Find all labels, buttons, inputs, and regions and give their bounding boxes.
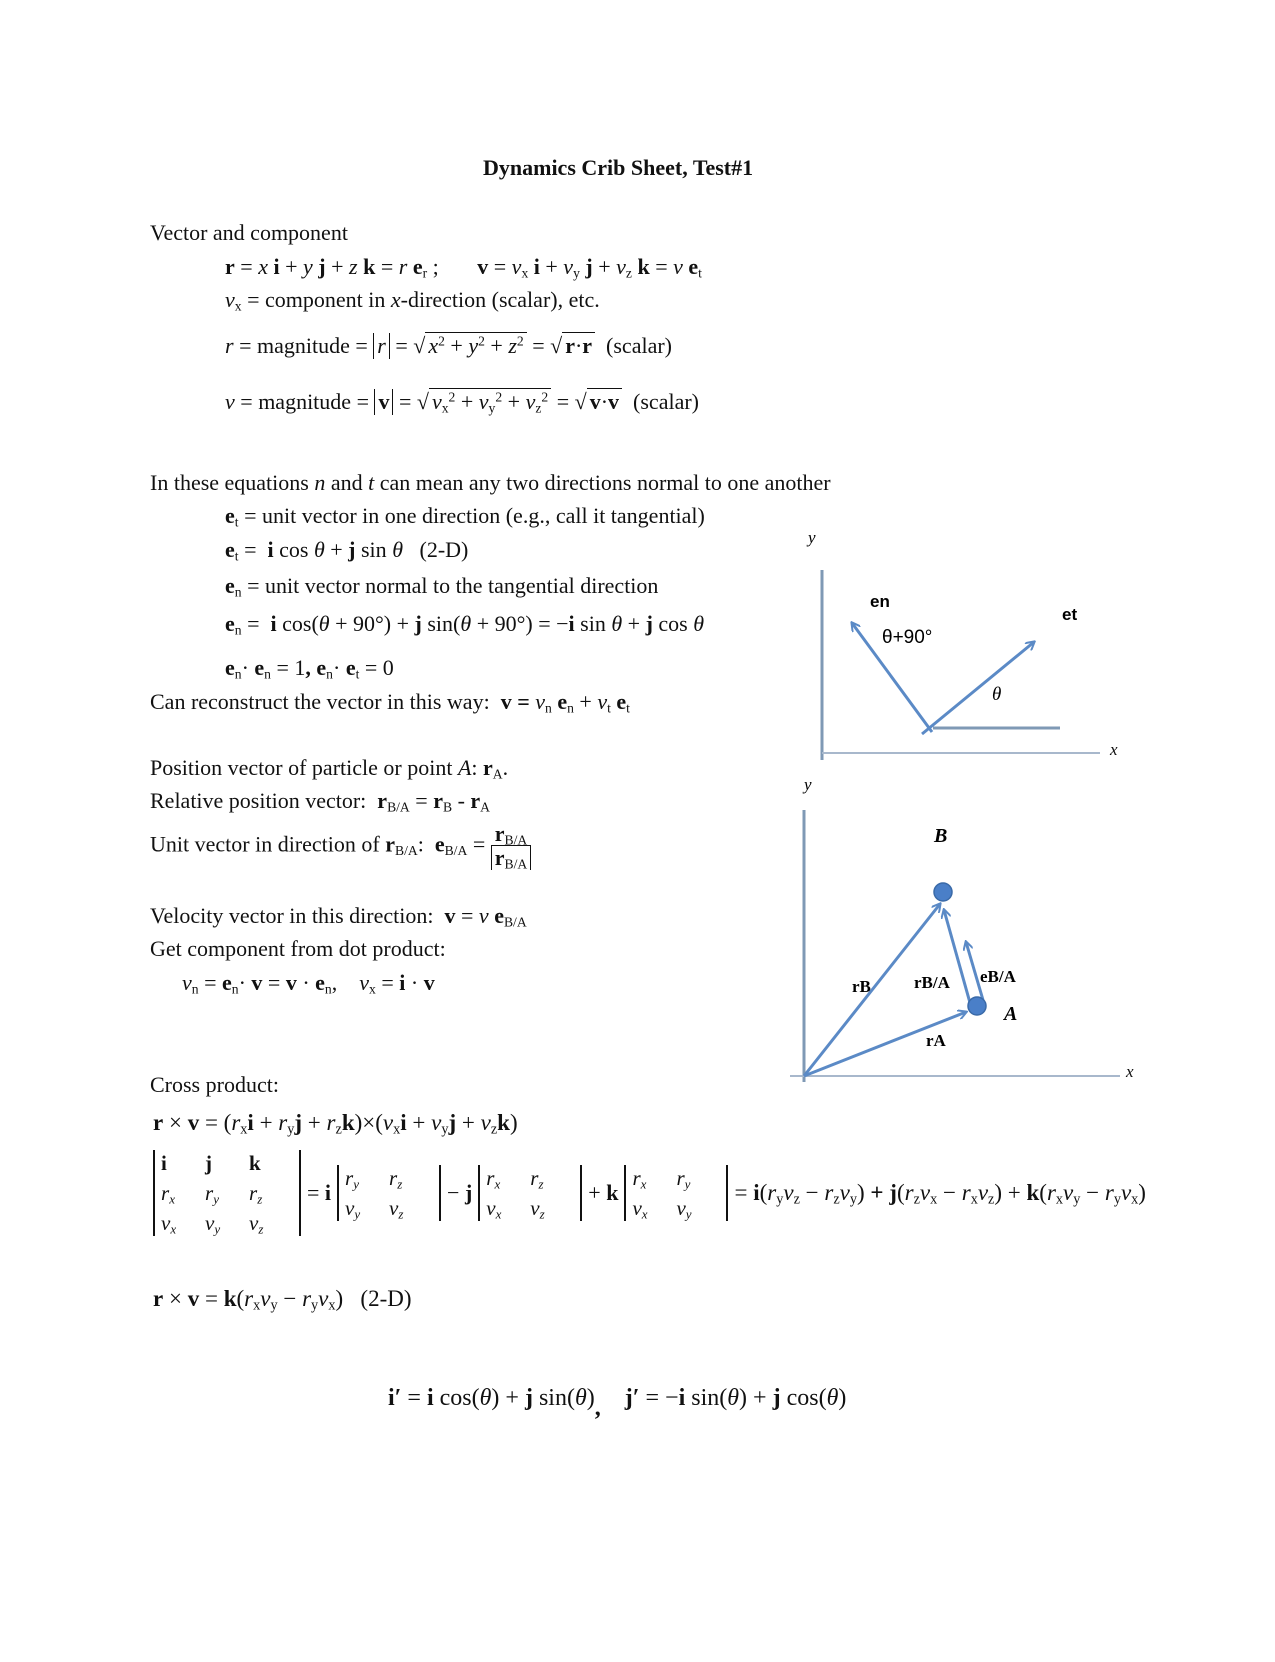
angle-label: θ+90° — [882, 627, 933, 648]
en-description: $e_n$ = unit vector normal to the tangential direction — [225, 573, 659, 600]
equation-component-dot: $v_n = e_n\cdot v = v \cdot e_n$, $v_x = i \cdot v$ — [182, 970, 435, 997]
diagram-unit-vectors — [780, 520, 1130, 760]
ra-label: rA — [926, 1031, 946, 1050]
rba-arrow — [944, 910, 972, 1010]
equation-v-magnitude: v = magnitude = v = √ $v_x^2 + v_y^2 + v_z^2$ = √ v·v (scalar) — [225, 389, 699, 416]
position-vector-text: Position vector of particle or point A: $r_A$. — [150, 755, 509, 782]
y-axis-label: y — [808, 528, 816, 547]
component-description: $v_x$ = component in x-direction (scalar), etc. — [225, 287, 600, 314]
page-title: Dynamics Crib Sheet, Test#1 — [483, 155, 754, 180]
x-axis-label-2: x — [1126, 1062, 1134, 1081]
point-b — [934, 883, 952, 901]
determinant-j: $r_x$ $r_z$ $v_x$ $v_z$ — [478, 1165, 582, 1221]
en-label: en — [870, 592, 890, 611]
x-axis-label-1: x — [1110, 740, 1118, 759]
rba-label: rB/A — [914, 973, 950, 992]
eba-label: eB/A — [980, 967, 1016, 986]
component-dot-text: Get component from dot product: — [150, 936, 446, 961]
equation-cross-2d: $r \times v = k(r_xv_y - r_yv_x)$ (2-D) — [153, 1286, 412, 1314]
equation-r-magnitude: r = magnitude = r = √ $x^2 + y^2 + z^2$ = √ r·r (scalar) — [225, 333, 672, 358]
section-heading-nt: In these equations n and t can mean any two directions normal to one another — [150, 470, 831, 495]
point-a — [968, 997, 986, 1015]
b-label: B — [934, 825, 948, 847]
y-axis-label-2: y — [804, 775, 812, 794]
theta-label: θ — [992, 684, 1002, 705]
et-label: et — [1062, 605, 1078, 624]
equation-dot-products: $e_n\cdot e_n = 1$, $e_n\cdot e_t = 0$ — [225, 655, 394, 682]
determinant-3x3: i j k $r_x$ $r_y$ $r_z$ $v_x$ $v_y$ $v_z$ — [153, 1150, 301, 1236]
a-label: A — [1004, 1003, 1018, 1025]
et-arrow — [922, 642, 1034, 734]
cross-product-heading: Cross product: — [150, 1072, 279, 1097]
et-description: $e_t$ = unit vector in one direction (e.g., call it tangential) — [225, 503, 705, 530]
equation-en: $e_n = i$ cos(θ + 90°) + j sin(θ + 90°) = −i sin θ + j cos θ — [225, 611, 705, 638]
reconstruct-equation: Can reconstruct the vector in this way: $v = v_n$ $e_n + v_t$ $e_t$ — [150, 689, 630, 716]
determinant-i: $r_y$ $r_z$ $v_y$ $v_z$ — [337, 1165, 441, 1221]
rb-label: rB — [852, 977, 871, 996]
diagram-relative-position — [780, 770, 1150, 1090]
velocity-direction-text: Velocity vector in this direction: v = v $e_{B/A}$ — [150, 903, 527, 930]
unit-vector-text: Unit vector in direction of $r_{B/A}$: $e_{B/A}$ = $\frac{r_{B/A}}{r_{B/A}}$ — [150, 823, 531, 870]
relative-position-text: Relative position vector: $r_{B/A} = r_B - r_A$ — [150, 788, 490, 815]
section-heading-vector: Vector and component — [150, 220, 348, 245]
determinant-k: $r_x$ $r_y$ $v_x$ $v_y$ — [624, 1165, 728, 1221]
equation-cross-expanded: $r \times v = (r_xi + r_yj + r_zk)\times(v_xi + v_yj + v_zk)$ — [153, 1110, 518, 1138]
equation-position-vector: r = x i + y j + z k = r $e_r$ ; $v = v_x$ $i + v_y$ $j + v_z$ k = v $e_t$ — [225, 254, 702, 281]
equation-et: $e_t = i$ cos θ + j sin θ (2-D) — [225, 537, 469, 564]
equation-rotation: i′ = i cos(θ) + j sin(θ), j′ = −i sin(θ) + j cos(θ) — [388, 1385, 847, 1421]
equation-cross-determinant: i j k $r_x$ $r_y$ $r_z$ $v_x$ $v_y$ $v_z$ = i $r_y$ $r_z$ $v_y$ $v_z$ − j $r_x$ $r_z$ $v_x$ $v_z$ + k $r_x$ $r_y$ $v_x$ $v_y$ = $i(r_yv_z - r_zv_y) + j(r_zv_x - r_xv_z) + k(r_xv_y - r_yv_x)$ — [153, 1150, 1146, 1236]
